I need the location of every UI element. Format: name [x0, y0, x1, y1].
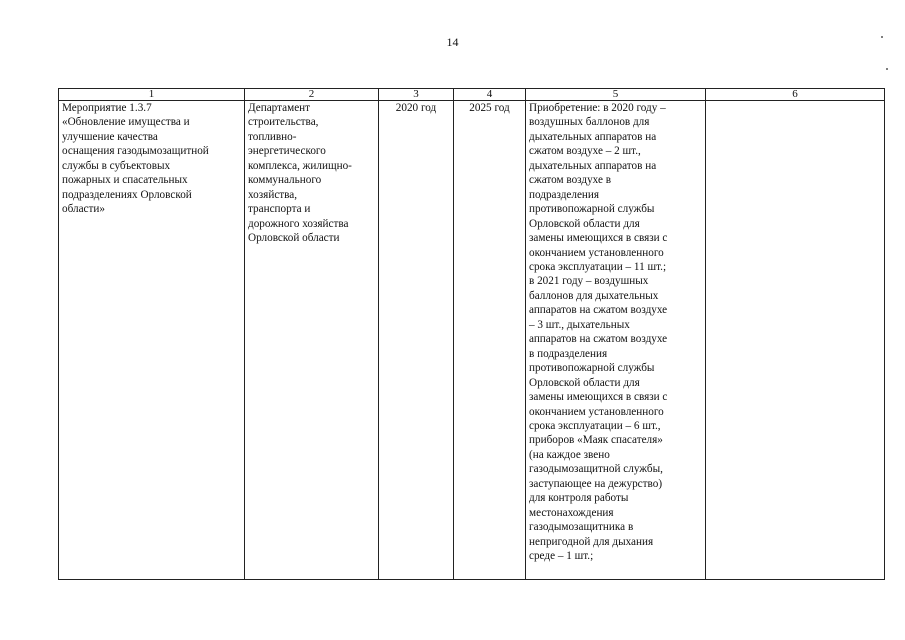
document-table — [58, 88, 885, 580]
header-col-3: 3 — [379, 89, 454, 101]
scan-speck — [886, 68, 888, 70]
description-cell — [526, 101, 706, 580]
start-year-cell — [379, 101, 454, 580]
page-number: 14 — [446, 35, 459, 49]
header-col-4: 4 — [454, 89, 526, 101]
end-year-cell — [454, 101, 526, 580]
scan-speck — [881, 36, 883, 38]
header-col-2: 2 — [245, 89, 379, 101]
header-col-1: 1 — [59, 89, 245, 101]
activity-cell — [59, 101, 245, 580]
result-cell — [706, 101, 885, 580]
end-year-text: 2025 год — [469, 102, 510, 114]
description-text: Приобретение: в 2020 году – воздушных баллонов для дыхательных аппаратов на сжатом воздухе – 2 шт., дыхательных аппаратов на сжатом воздухе в подразделения противопожарной службы Орловской области для замены имеющихся в связи с окончанием установленного срока эксплуатации – 11 шт.; в 2021 году – воздушных баллонов для дыхательных аппаратов на сжатом воздухе – 3 шт., дыхательных аппаратов на сжатом воздухе в подразделения противопожарной службы Орловской области для замены имеющихся в связи с окончанием установленного срока эксплуатации – 6 шт., приборов «Маяк спасателя» (на каждое звено газодымозащитной службы, заступающее на дежурство) для контроля работы местонахождения газодымозащитника в непригодной для дыхания среде – 1 шт.; — [529, 102, 668, 563]
header-col-5: 5 — [526, 89, 706, 101]
activity-text: Мероприятие 1.3.7 «Обновление имущества и улучшение качества оснащения газодымозащитной службы в субъектовых пожарных и спасательных подразделениях Орловской области» — [62, 102, 209, 216]
start-year-text: 2020 год — [395, 102, 437, 114]
executor-cell — [245, 101, 379, 580]
executor-text: Департамент строительства, топливно- энергетического комплекса, жилищно- коммунального хозяйства, транспорта и дорожного хозяйства Орловской области — [248, 102, 352, 245]
header-col-6: 6 — [706, 89, 885, 101]
table-row — [59, 101, 885, 580]
table-header-row — [59, 89, 885, 101]
